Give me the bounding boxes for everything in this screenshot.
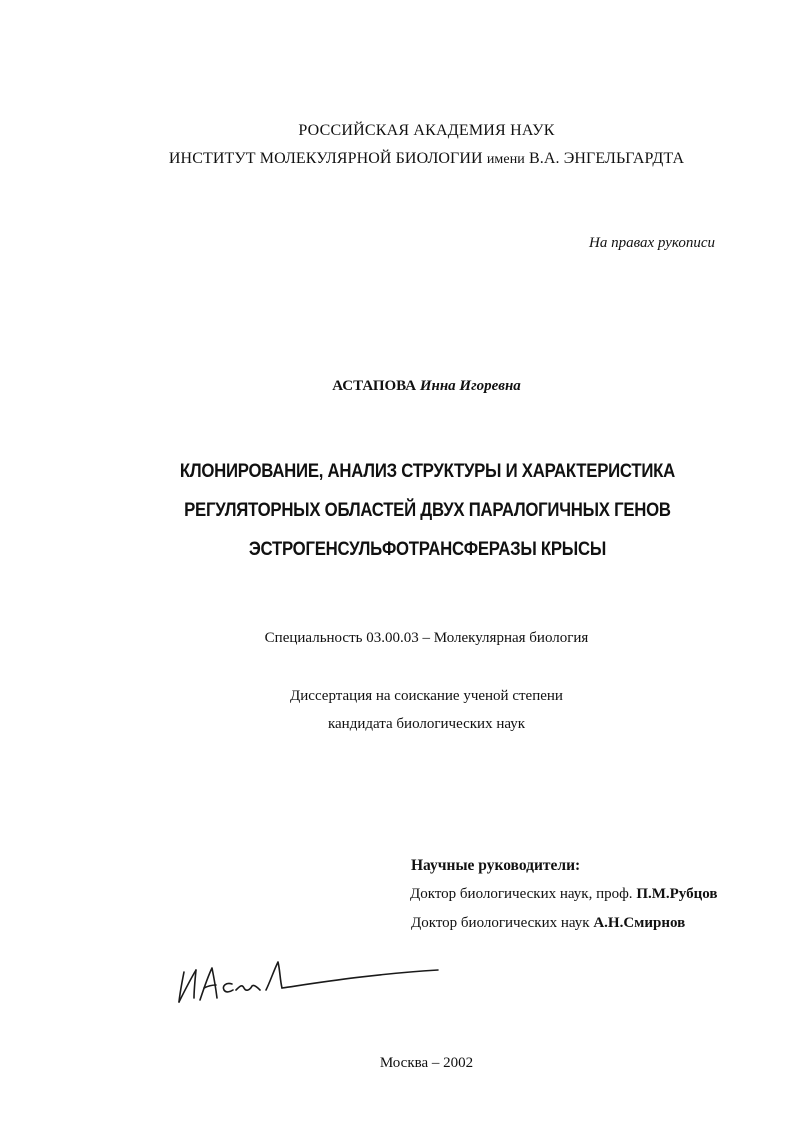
specialty: Специальность 03.00.03 – Молекулярная биология [264,630,589,646]
supervisor-2 [411,915,685,932]
author [0,378,793,395]
author-surname: АСТАПОВА [332,378,417,394]
academy-name: РОССИЙСКАЯ АКАДЕМИЯ НАУК [298,122,555,139]
institute-main: ИНСТИТУТ МОЛЕКУЛЯРНОЙ БИОЛОГИИ [168,150,483,167]
city-year: Москва – 2002 [379,1055,474,1071]
title-line-2: РЕГУЛЯТОРНЫХ ОБЛАСТЕЙ ДВУХ ПАРАЛОГИЧНЫХ ГЕНОВ [184,499,671,521]
supervisor-1-title: Доктор биологических наук, проф. [410,886,633,902]
institute-named: имени [486,152,525,167]
author-signature [170,950,450,1010]
rights-note: На правах рукописи [589,235,715,251]
title-line-1: КЛОНИРОВАНИЕ, АНАЛИЗ СТРУКТУРЫ И ХАРАКТЕРИСТИКА [179,460,675,482]
supervisor-2-name: А.Н.Смирнов [593,915,686,931]
institute-name [0,150,793,168]
dissertation-degree-line-2: кандидата биологических наук [327,716,526,732]
supervisors-heading: Научные руководители: [411,857,581,874]
supervisor-2-title: Доктор биологических наук [411,915,590,931]
institute-person: В.А. ЭНГЕЛЬГАРДТА [529,150,685,167]
supervisor-1 [410,886,717,903]
supervisor-1-name: П.М.Рубцов [636,886,718,902]
title-line-3: ЭСТРОГЕНСУЛЬФОТРАНСФЕРАЗЫ КРЫСЫ [248,538,606,560]
author-given-names: Инна Игоревна [419,378,521,394]
dissertation-degree-line-1: Диссертация на соискание ученой степени [290,688,563,704]
